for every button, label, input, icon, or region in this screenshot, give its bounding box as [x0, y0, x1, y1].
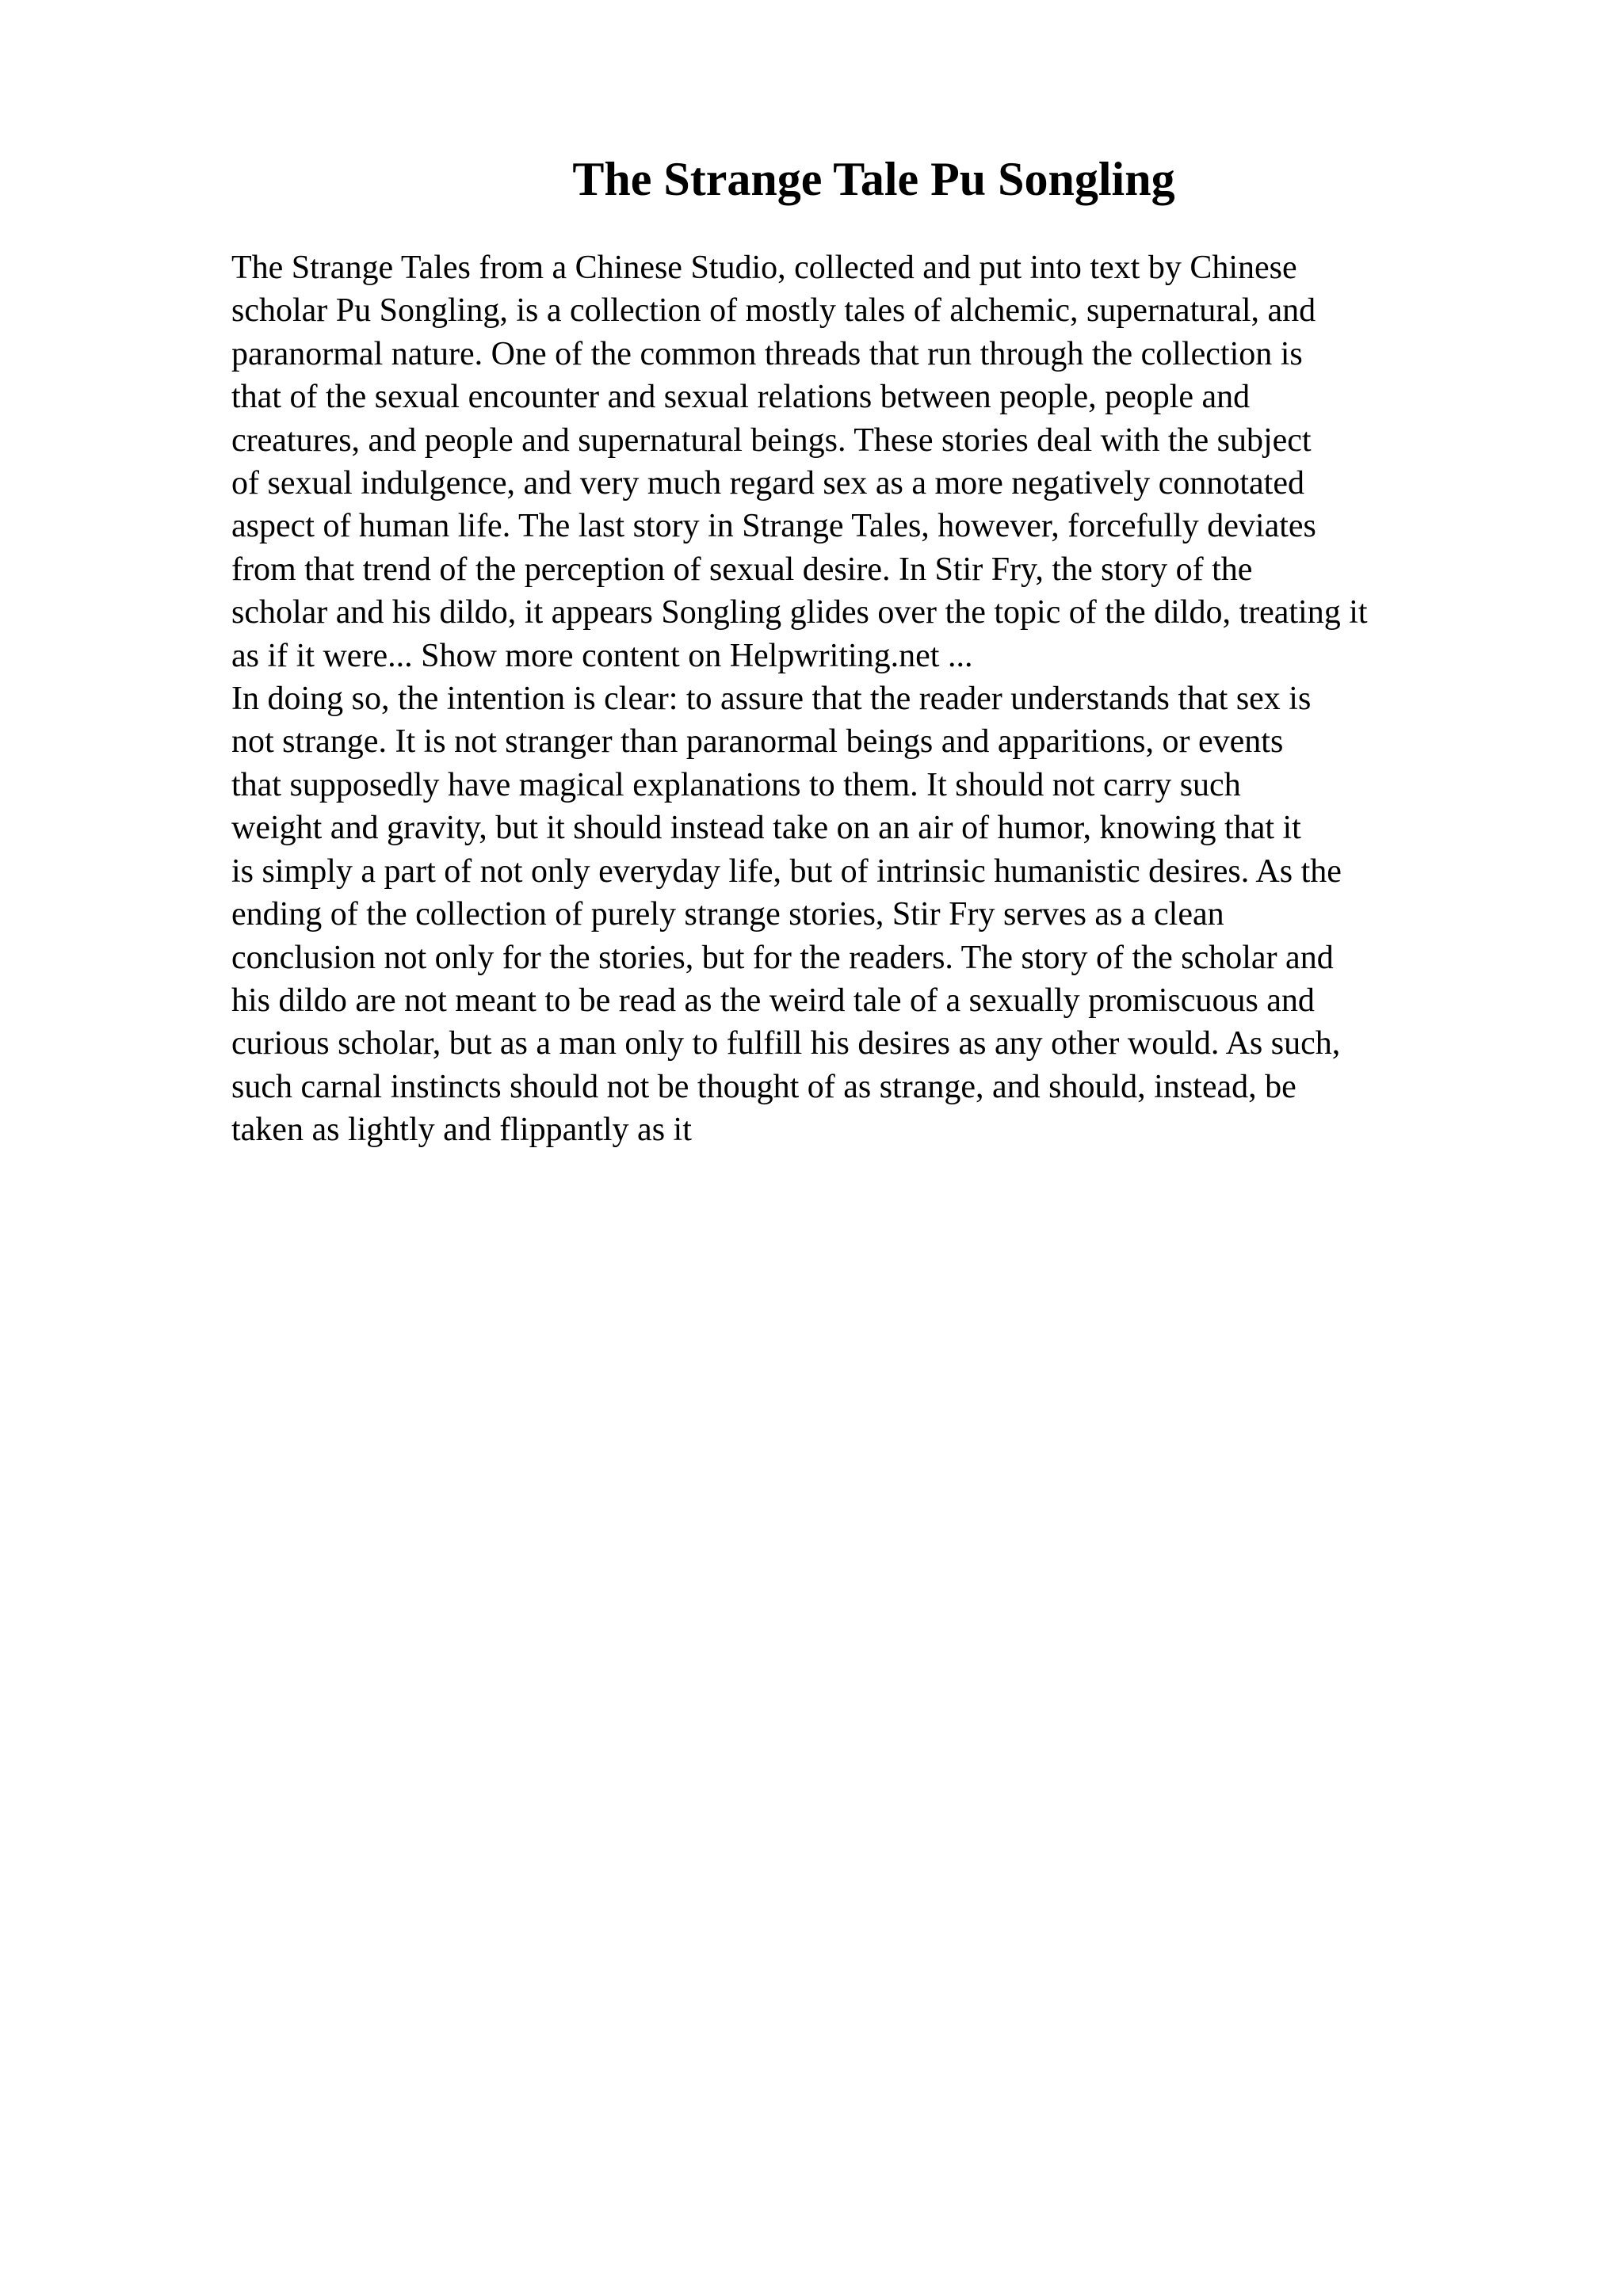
text-line: The Strange Tales from a Chinese Studio, collected and put into text by Chinese [231, 250, 1297, 286]
text-line: creatures, and people and supernatural beings. These stories deal with the subject [231, 421, 1312, 459]
document-body [231, 246, 1594, 1152]
text-line: In doing so, the intention is clear: to assure that the reader understands that sex is [231, 681, 1312, 718]
text-line: weight and gravity, but it should instead take on an air of humor, knowing that it [231, 810, 1301, 847]
text-line: his dildo are not meant to be read as the weird tale of a sexually promiscuous and [231, 982, 1315, 1019]
text-line: ending of the collection of purely strange stories, Stir Fry serves as a clean [231, 896, 1224, 933]
text-line: as if it were... Show more content on Helpwriting.net ... [231, 637, 973, 674]
text-line: curious scholar, but as a man only to fulfill his desires as any other would. As such, [231, 1025, 1341, 1062]
text-line: of sexual indulgence, and very much regard sex as a more negatively connotated [231, 465, 1304, 502]
text-line: that of the sexual encounter and sexual relations between people, people and [231, 379, 1251, 416]
text-line: that supposedly have magical explanations to them. It should not carry such [231, 766, 1241, 803]
text-line: aspect of human life. The last story in Strange Tales, however, forcefully deviates [231, 508, 1316, 545]
text-line: scholar and his dildo, it appears Songling glides over the topic of the dildo, treating it [231, 594, 1368, 631]
text-line: not strange. It is not stranger than paranormal beings and apparitions, or events [231, 723, 1284, 761]
text-line: scholar Pu Songling, is a collection of mostly tales of alchemic, supernatural, and [231, 292, 1316, 330]
document-title: The Strange Tale Pu Songling [572, 153, 1175, 205]
text-line: conclusion not only for the stories, but for the readers. The story of the scholar and [231, 939, 1334, 976]
text-line: is simply a part of not only everyday life, but of intrinsic humanistic desires. As the [231, 852, 1342, 890]
text-line: taken as lightly and flippantly as it [231, 1112, 692, 1149]
text-line: paranormal nature. One of the common threads that run through the collection is [231, 335, 1303, 372]
text-line: from that trend of the perception of sexual desire. In Stir Fry, the story of the [231, 551, 1253, 588]
text-line: such carnal instincts should not be thought of as strange, and should, instead, be [231, 1068, 1296, 1105]
